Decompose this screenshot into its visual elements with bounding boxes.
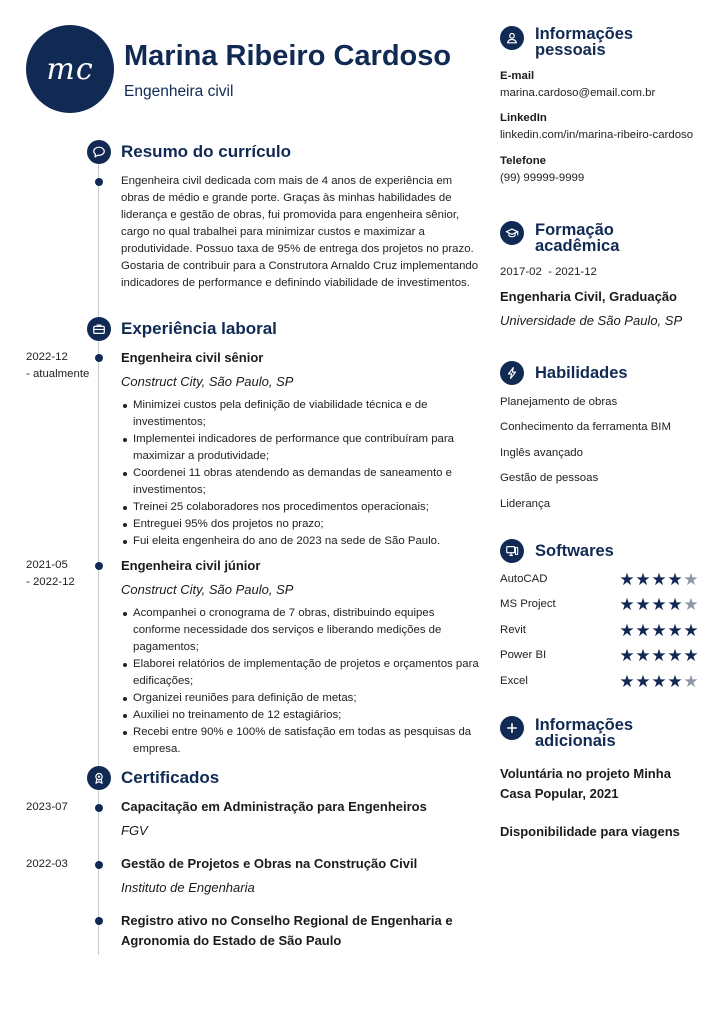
- rating-stars: [619, 596, 699, 613]
- list-item: Treinei 25 colaboradores nos procedimentos operacionais;: [121, 499, 481, 516]
- skill-item: Gestão de pessoas: [500, 472, 599, 484]
- job-company: Construct City, São Paulo, SP: [121, 582, 294, 597]
- cert-date: 2022-03: [26, 858, 68, 870]
- star-filled-icon: ★: [651, 621, 667, 640]
- software-row: [500, 648, 698, 664]
- education-school: Universidade de São Paulo, SP: [500, 313, 683, 328]
- summary-text: Engenheira civil dedicada com mais de 4 anos de experiência em obras de médio e grande porte. Graças às minhas habilidades de liderança e gestão de obras, fui promovida para engenheira sênior, cargo no qual trabalhei para minimizar custos e maximizar a produtividade. Possuo taxa de 95% de entrega dos projetos no prazo. Gostaria de contribuir para a Construtora Arnaldo Cruz implementando indicadores de performance e definindo viabilidade de investimentos.: [121, 175, 479, 289]
- email-label: E-mail: [500, 70, 535, 82]
- linkedin-label: LinkedIn: [500, 112, 547, 124]
- award-ribbon-icon: [87, 766, 111, 790]
- star-filled-icon: ★: [651, 646, 667, 665]
- list-item: Coordenei 11 obras atendendo as demandas de saneamento e investimentos;: [121, 465, 481, 499]
- skill-item: Inglês avançado: [500, 447, 583, 459]
- section-title-summary: Resumo do currículo: [121, 142, 292, 161]
- cert-title: Registro ativo no Conselho Regional de Engenharia e Agronomia do Estado de São Paulo: [121, 913, 453, 948]
- speech-bubble-icon: [87, 140, 111, 164]
- additional-item: Voluntária no projeto Minha Casa Popular, 2021: [500, 766, 671, 801]
- star-filled-icon: ★: [635, 621, 651, 640]
- lightning-icon: [500, 361, 524, 385]
- star-filled-icon: ★: [651, 672, 667, 691]
- job-title: Engenheira civil júnior: [121, 558, 261, 573]
- star-filled-icon: ★: [667, 621, 683, 640]
- star-filled-icon: ★: [635, 646, 651, 665]
- job-date-end: - atualmente: [26, 368, 90, 380]
- section-title-experience: Experiência laboral: [121, 319, 277, 338]
- job-bullets: [121, 605, 481, 758]
- job-date-end: - 2022-12: [26, 576, 75, 588]
- list-item: Elaborei relatórios de implementação de projetos e orçamentos para edificações;: [121, 656, 481, 690]
- section-title-certificates: Certificados: [121, 768, 220, 787]
- rating-stars: [619, 647, 699, 664]
- software-name: Excel: [500, 675, 528, 687]
- section-title-education: Formação acadêmica: [535, 221, 620, 255]
- star-filled-icon: ★: [619, 570, 635, 589]
- star-filled-icon: ★: [619, 621, 635, 640]
- section-title-software: Softwares: [535, 542, 614, 560]
- graduation-cap-icon: [500, 221, 524, 245]
- star-filled-icon: ★: [667, 672, 683, 691]
- skill-item: Conhecimento da ferramenta BIM: [500, 421, 671, 433]
- software-name: MS Project: [500, 598, 556, 610]
- job-bullets: [121, 397, 481, 550]
- timeline-dot: [95, 804, 103, 812]
- job-title: Engenheira civil sênior: [121, 350, 264, 365]
- star-filled-icon: ★: [667, 595, 683, 614]
- user-icon: [500, 26, 524, 50]
- software-name: Revit: [500, 624, 526, 636]
- star-empty-icon: ★: [683, 570, 699, 589]
- star-filled-icon: ★: [651, 570, 667, 589]
- list-item: Entreguei 95% dos projetos no prazo;: [121, 516, 481, 533]
- star-filled-icon: ★: [683, 646, 699, 665]
- star-filled-icon: ★: [635, 570, 651, 589]
- star-filled-icon: ★: [635, 595, 651, 614]
- star-filled-icon: ★: [667, 646, 683, 665]
- plus-icon: [500, 716, 524, 740]
- job-date-start: 2022-12: [26, 351, 68, 363]
- star-filled-icon: ★: [683, 621, 699, 640]
- star-empty-icon: ★: [683, 595, 699, 614]
- list-item: Organizei reuniões para definição de metas;: [121, 690, 481, 707]
- phone-label: Telefone: [500, 155, 546, 167]
- rating-stars: [619, 571, 699, 588]
- software-row: [500, 674, 698, 690]
- skill-item: Planejamento de obras: [500, 396, 618, 408]
- computer-icon: [500, 539, 524, 563]
- email-value[interactable]: marina.cardoso@email.com.br: [500, 87, 656, 99]
- briefcase-icon: [87, 317, 111, 341]
- star-filled-icon: ★: [619, 646, 635, 665]
- list-item: Acompanhei o cronograma de 7 obras, distribuindo equipes conforme necessidade dos serviços e liberando medições de pagamentos;: [121, 605, 481, 656]
- education-dates: 2017-02 - 2021-12: [500, 266, 597, 278]
- list-item: Auxiliei no treinamento de 12 estagiários;: [121, 707, 481, 724]
- skill-item: Liderança: [500, 498, 551, 510]
- rating-stars: [619, 673, 699, 690]
- cert-title: Capacitação em Administração para Engenheiros: [121, 799, 427, 814]
- cert-org: Instituto de Engenharia: [121, 880, 255, 895]
- candidate-name: Marina Ribeiro Cardoso: [124, 40, 452, 72]
- software-name: Power BI: [500, 649, 547, 661]
- list-item: Implementei indicadores de performance que contribuíram para maximizar a produtividade;: [121, 431, 481, 465]
- cert-org: FGV: [121, 823, 148, 838]
- timeline-dot: [95, 861, 103, 869]
- job-date-start: 2021-05: [26, 559, 68, 571]
- section-title-personal: Informações pessoais: [535, 25, 634, 59]
- star-filled-icon: ★: [651, 595, 667, 614]
- software-row: [500, 623, 698, 639]
- list-item: Recebi entre 90% e 100% de satisfação em todas as pesquisas da empresa.: [121, 724, 481, 758]
- list-item: Minimizei custos pela definição de viabilidade técnica e de investimentos;: [121, 397, 481, 431]
- timeline-line: [98, 160, 99, 955]
- timeline-dot: [95, 917, 103, 925]
- cert-date: 2023-07: [26, 801, 68, 813]
- candidate-title: Engenheira civil: [124, 83, 234, 100]
- job-company: Construct City, São Paulo, SP: [121, 374, 294, 389]
- phone-value: (99) 99999-9999: [500, 172, 585, 184]
- timeline-dot: [95, 562, 103, 570]
- software-row: [500, 597, 698, 613]
- star-filled-icon: ★: [635, 672, 651, 691]
- timeline-dot: [95, 354, 103, 362]
- section-title-additional: Informações adicionais: [535, 716, 634, 750]
- timeline-dot: [95, 178, 103, 186]
- star-filled-icon: ★: [667, 570, 683, 589]
- rating-stars: [619, 622, 699, 639]
- linkedin-value[interactable]: linkedin.com/in/marina-ribeiro-cardoso: [500, 129, 694, 141]
- software-row: [500, 572, 698, 588]
- avatar-monogram: mc: [26, 25, 114, 113]
- list-item: Fui eleita engenheira do ano de 2023 na sede de São Paulo.: [121, 533, 481, 550]
- cert-title: Gestão de Projetos e Obras na Construção Civil: [121, 856, 418, 871]
- star-filled-icon: ★: [619, 595, 635, 614]
- education-degree: Engenharia Civil, Graduação: [500, 289, 677, 304]
- star-empty-icon: ★: [683, 672, 699, 691]
- software-name: AutoCAD: [500, 573, 548, 585]
- additional-item: Disponibilidade para viagens: [500, 824, 680, 839]
- star-filled-icon: ★: [619, 672, 635, 691]
- section-title-skills: Habilidades: [535, 364, 628, 382]
